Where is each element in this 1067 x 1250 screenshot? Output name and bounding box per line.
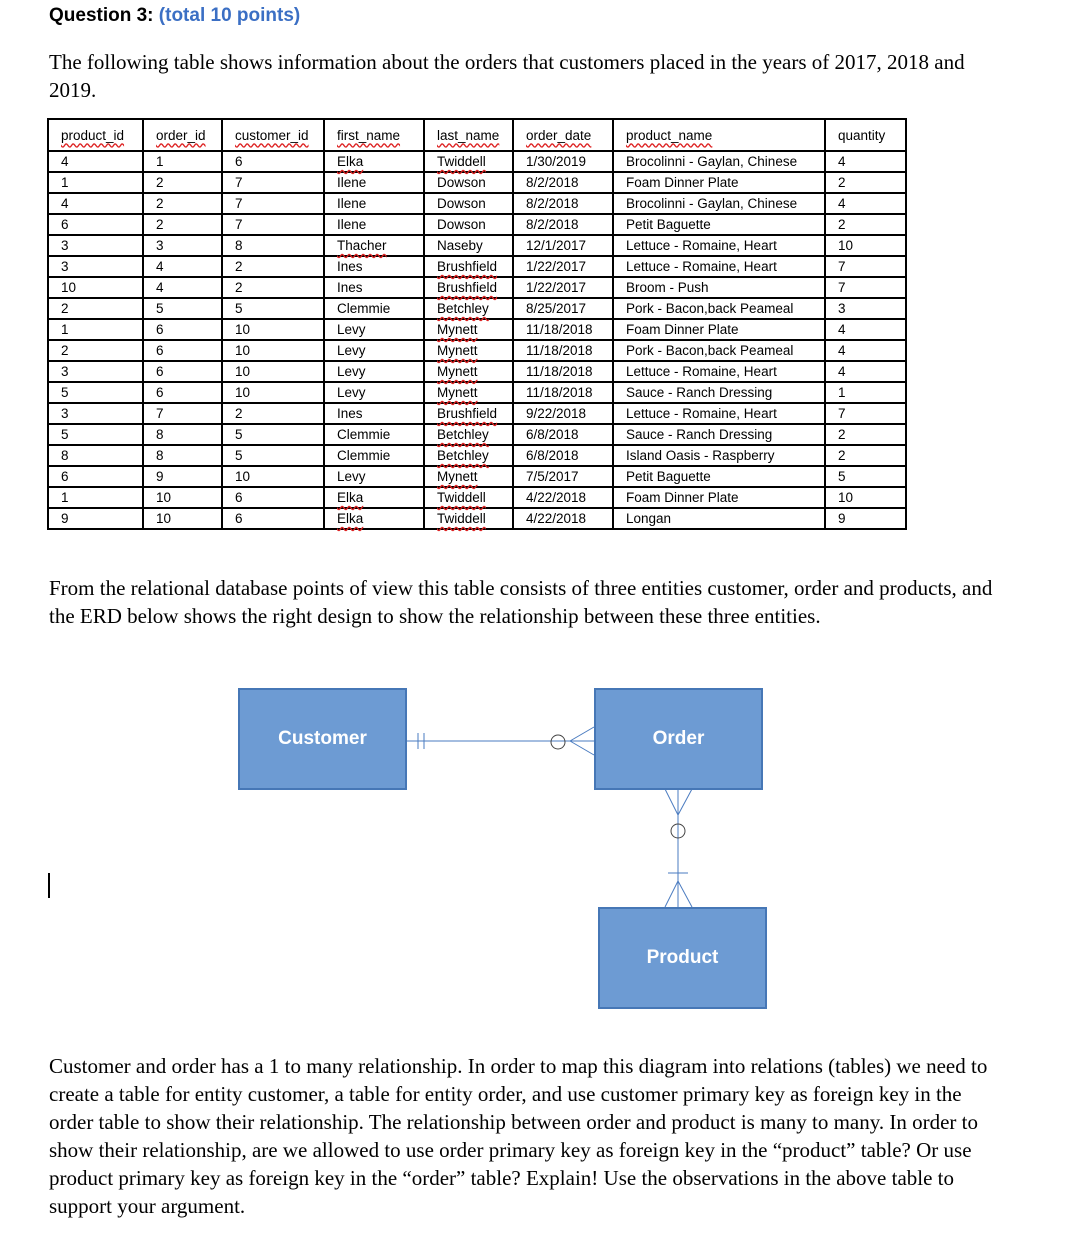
cell-customer-id: 10: [222, 382, 324, 403]
cell-order-id: 4: [143, 277, 222, 298]
cell-product-name: Island Oasis - Raspberry: [613, 445, 825, 466]
cell-product-id: 6: [48, 466, 143, 487]
cell-first-name: Elka: [324, 508, 424, 529]
column-header-order-date: order_date: [513, 119, 613, 151]
cell-product-name: Pork - Bacon,back Peameal: [613, 298, 825, 319]
cell-customer-id: 7: [222, 193, 324, 214]
cell-last-name: Twiddell: [424, 487, 513, 508]
cell-order-date: 1/22/2017: [513, 256, 613, 277]
cell-last-name: Dowson: [424, 214, 513, 235]
cell-customer-id: 8: [222, 235, 324, 256]
closing-paragraph: Customer and order has a 1 to many relationship. In order to map this diagram into relations (tables) we need to create a table for entity customer, a table for entity order, and use customer primary key as foreign key in the order table to show their relationship. The relationship between order and product is many to many. In order to show their relationship, are we allowed to use order primary key as foreign key in the “product” table? Or use product primary key as foreign key in the “order” table? Explain! Use the observations in the above table to support your argument.: [49, 1054, 988, 1218]
cell-order-date: 4/22/2018: [513, 487, 613, 508]
cell-customer-id: 6: [222, 487, 324, 508]
cell-customer-id: 5: [222, 445, 324, 466]
cell-first-name: Clemmie: [324, 424, 424, 445]
cell-last-name: Mynett: [424, 382, 513, 403]
column-header-product-id: product_id: [48, 119, 143, 151]
cell-first-name: Elka: [324, 487, 424, 508]
cell-order-date: 6/8/2018: [513, 424, 613, 445]
cell-product-name: Sauce - Ranch Dressing: [613, 382, 825, 403]
cell-product-id: 1: [48, 487, 143, 508]
cell-last-name: Mynett: [424, 361, 513, 382]
zero-circle-icon: [551, 735, 565, 749]
cell-order-date: 11/18/2018: [513, 382, 613, 403]
cell-order-id: 10: [143, 508, 222, 529]
cell-quantity: 4: [825, 319, 906, 340]
text-cursor: [48, 873, 50, 898]
column-header-first-name: first_name: [324, 119, 424, 151]
cell-first-name: Ines: [324, 256, 424, 277]
cell-first-name: Thacher: [324, 235, 424, 256]
cell-order-id: 8: [143, 445, 222, 466]
cell-customer-id: 5: [222, 424, 324, 445]
cell-first-name: Levy: [324, 361, 424, 382]
cell-quantity: 5: [825, 466, 906, 487]
cell-order-id: 6: [143, 340, 222, 361]
cell-product-id: 3: [48, 403, 143, 424]
cell-quantity: 7: [825, 403, 906, 424]
cell-quantity: 2: [825, 214, 906, 235]
cell-product-name: Lettuce - Romaine, Heart: [613, 256, 825, 277]
cell-quantity: 7: [825, 277, 906, 298]
cell-order-id: 9: [143, 466, 222, 487]
question-label: Question 3:: [49, 5, 154, 26]
cell-first-name: Levy: [324, 340, 424, 361]
cell-product-id: 3: [48, 256, 143, 277]
cell-product-name: Brocolinni - Gaylan, Chinese: [613, 193, 825, 214]
crowfoot-icon: [665, 789, 678, 815]
cell-last-name: Betchley: [424, 445, 513, 466]
cell-order-date: 6/8/2018: [513, 445, 613, 466]
cell-first-name: Elka: [324, 151, 424, 172]
cell-order-date: 4/22/2018: [513, 508, 613, 529]
cell-order-date: 1/22/2017: [513, 277, 613, 298]
intro-paragraph: The following table shows information about the orders that customers placed in the years of 2017, 2018 and 2019.: [49, 50, 965, 102]
cell-quantity: 3: [825, 298, 906, 319]
question-points: (total 10 points): [158, 5, 301, 26]
cell-order-date: 8/2/2018: [513, 172, 613, 193]
cell-customer-id: 7: [222, 172, 324, 193]
cell-product-name: Petit Baguette: [613, 214, 825, 235]
cell-product-name: Petit Baguette: [613, 466, 825, 487]
cell-quantity: 9: [825, 508, 906, 529]
cell-product-id: 9: [48, 508, 143, 529]
cell-customer-id: 10: [222, 340, 324, 361]
cell-last-name: Dowson: [424, 193, 513, 214]
column-header-customer-id: customer_id: [222, 119, 324, 151]
cell-product-id: 1: [48, 172, 143, 193]
cell-first-name: Ilene: [324, 172, 424, 193]
cell-customer-id: 10: [222, 361, 324, 382]
cell-quantity: 2: [825, 424, 906, 445]
cell-first-name: Clemmie: [324, 445, 424, 466]
column-header-quantity: quantity: [825, 119, 906, 151]
cell-first-name: Levy: [324, 466, 424, 487]
cell-order-id: 6: [143, 319, 222, 340]
cell-last-name: Brushfield: [424, 256, 513, 277]
cell-order-id: 10: [143, 487, 222, 508]
cell-order-date: 8/25/2017: [513, 298, 613, 319]
cell-order-id: 2: [143, 172, 222, 193]
column-header-last-name: last_name: [424, 119, 513, 151]
cell-order-id: 8: [143, 424, 222, 445]
cell-last-name: Dowson: [424, 172, 513, 193]
cell-product-id: 6: [48, 214, 143, 235]
cell-first-name: Clemmie: [324, 298, 424, 319]
cell-last-name: Brushfield: [424, 403, 513, 424]
cell-customer-id: 5: [222, 298, 324, 319]
cell-product-id: 2: [48, 340, 143, 361]
cell-order-id: 1: [143, 151, 222, 172]
crowfoot-icon: [570, 727, 594, 741]
cell-product-name: Foam Dinner Plate: [613, 172, 825, 193]
entity-customer: Customer: [238, 688, 407, 790]
cell-quantity: 2: [825, 172, 906, 193]
cell-quantity: 1: [825, 382, 906, 403]
cell-product-name: Lettuce - Romaine, Heart: [613, 235, 825, 256]
cell-order-date: 12/1/2017: [513, 235, 613, 256]
cell-order-date: 11/18/2018: [513, 319, 613, 340]
cell-product-name: Foam Dinner Plate: [613, 319, 825, 340]
cell-quantity: 2: [825, 445, 906, 466]
cell-order-date: 8/2/2018: [513, 214, 613, 235]
cell-order-date: 9/22/2018: [513, 403, 613, 424]
cell-order-date: 8/2/2018: [513, 193, 613, 214]
cell-quantity: 10: [825, 487, 906, 508]
cell-order-date: 11/18/2018: [513, 340, 613, 361]
cell-quantity: 4: [825, 340, 906, 361]
cell-product-id: 8: [48, 445, 143, 466]
cell-last-name: Mynett: [424, 319, 513, 340]
cell-quantity: 7: [825, 256, 906, 277]
cell-order-id: 4: [143, 256, 222, 277]
cell-last-name: Mynett: [424, 340, 513, 361]
cell-order-id: 6: [143, 382, 222, 403]
cell-customer-id: 6: [222, 151, 324, 172]
cell-customer-id: 2: [222, 403, 324, 424]
entity-order: Order: [594, 688, 763, 790]
cell-product-name: Brocolinni - Gaylan, Chinese: [613, 151, 825, 172]
cell-first-name: Levy: [324, 319, 424, 340]
cell-first-name: Ilene: [324, 193, 424, 214]
cell-first-name: Levy: [324, 382, 424, 403]
cell-last-name: Brushfield: [424, 277, 513, 298]
cell-order-date: 11/18/2018: [513, 361, 613, 382]
cell-first-name: Ines: [324, 403, 424, 424]
cell-product-id: 2: [48, 298, 143, 319]
cell-quantity: 4: [825, 361, 906, 382]
cell-product-id: 10: [48, 277, 143, 298]
cell-quantity: 4: [825, 151, 906, 172]
cell-order-date: 1/30/2019: [513, 151, 613, 172]
cell-customer-id: 6: [222, 508, 324, 529]
cell-product-name: Foam Dinner Plate: [613, 487, 825, 508]
cell-last-name: Mynett: [424, 466, 513, 487]
cell-customer-id: 2: [222, 277, 324, 298]
cell-first-name: Ines: [324, 277, 424, 298]
cell-quantity: 4: [825, 193, 906, 214]
cell-product-id: 3: [48, 235, 143, 256]
middle-paragraph: From the relational database points of view this table consists of three entities customer, order and products, and the ERD below shows the right design to show the relationship between these three entities.: [49, 576, 993, 628]
cell-order-id: 2: [143, 214, 222, 235]
cell-product-name: Pork - Bacon,back Peameal: [613, 340, 825, 361]
cell-order-id: 7: [143, 403, 222, 424]
cell-last-name: Betchley: [424, 298, 513, 319]
cell-product-name: Longan: [613, 508, 825, 529]
cell-customer-id: 10: [222, 466, 324, 487]
column-header-order-id: order_id: [143, 119, 222, 151]
cell-product-id: 1: [48, 319, 143, 340]
cell-product-name: Lettuce - Romaine, Heart: [613, 361, 825, 382]
cell-order-id: 5: [143, 298, 222, 319]
cell-order-id: 6: [143, 361, 222, 382]
cell-first-name: Ilene: [324, 214, 424, 235]
cell-quantity: 10: [825, 235, 906, 256]
cell-product-id: 4: [48, 151, 143, 172]
cell-product-id: 5: [48, 382, 143, 403]
cell-order-id: 3: [143, 235, 222, 256]
cell-product-name: Lettuce - Romaine, Heart: [613, 403, 825, 424]
cell-last-name: Twiddell: [424, 151, 513, 172]
cell-last-name: Betchley: [424, 424, 513, 445]
cell-order-id: 2: [143, 193, 222, 214]
cell-customer-id: 10: [222, 319, 324, 340]
cell-last-name: Naseby: [424, 235, 513, 256]
cell-customer-id: 7: [222, 214, 324, 235]
crowfoot-icon: [665, 881, 678, 907]
cell-customer-id: 2: [222, 256, 324, 277]
cell-product-name: Sauce - Ranch Dressing: [613, 424, 825, 445]
cell-product-id: 3: [48, 361, 143, 382]
cell-product-id: 4: [48, 193, 143, 214]
cell-last-name: Twiddell: [424, 508, 513, 529]
cell-order-date: 7/5/2017: [513, 466, 613, 487]
cell-product-id: 5: [48, 424, 143, 445]
entity-product: Product: [598, 907, 767, 1009]
column-header-product-name: product_name: [613, 119, 825, 151]
cell-product-name: Broom - Push: [613, 277, 825, 298]
